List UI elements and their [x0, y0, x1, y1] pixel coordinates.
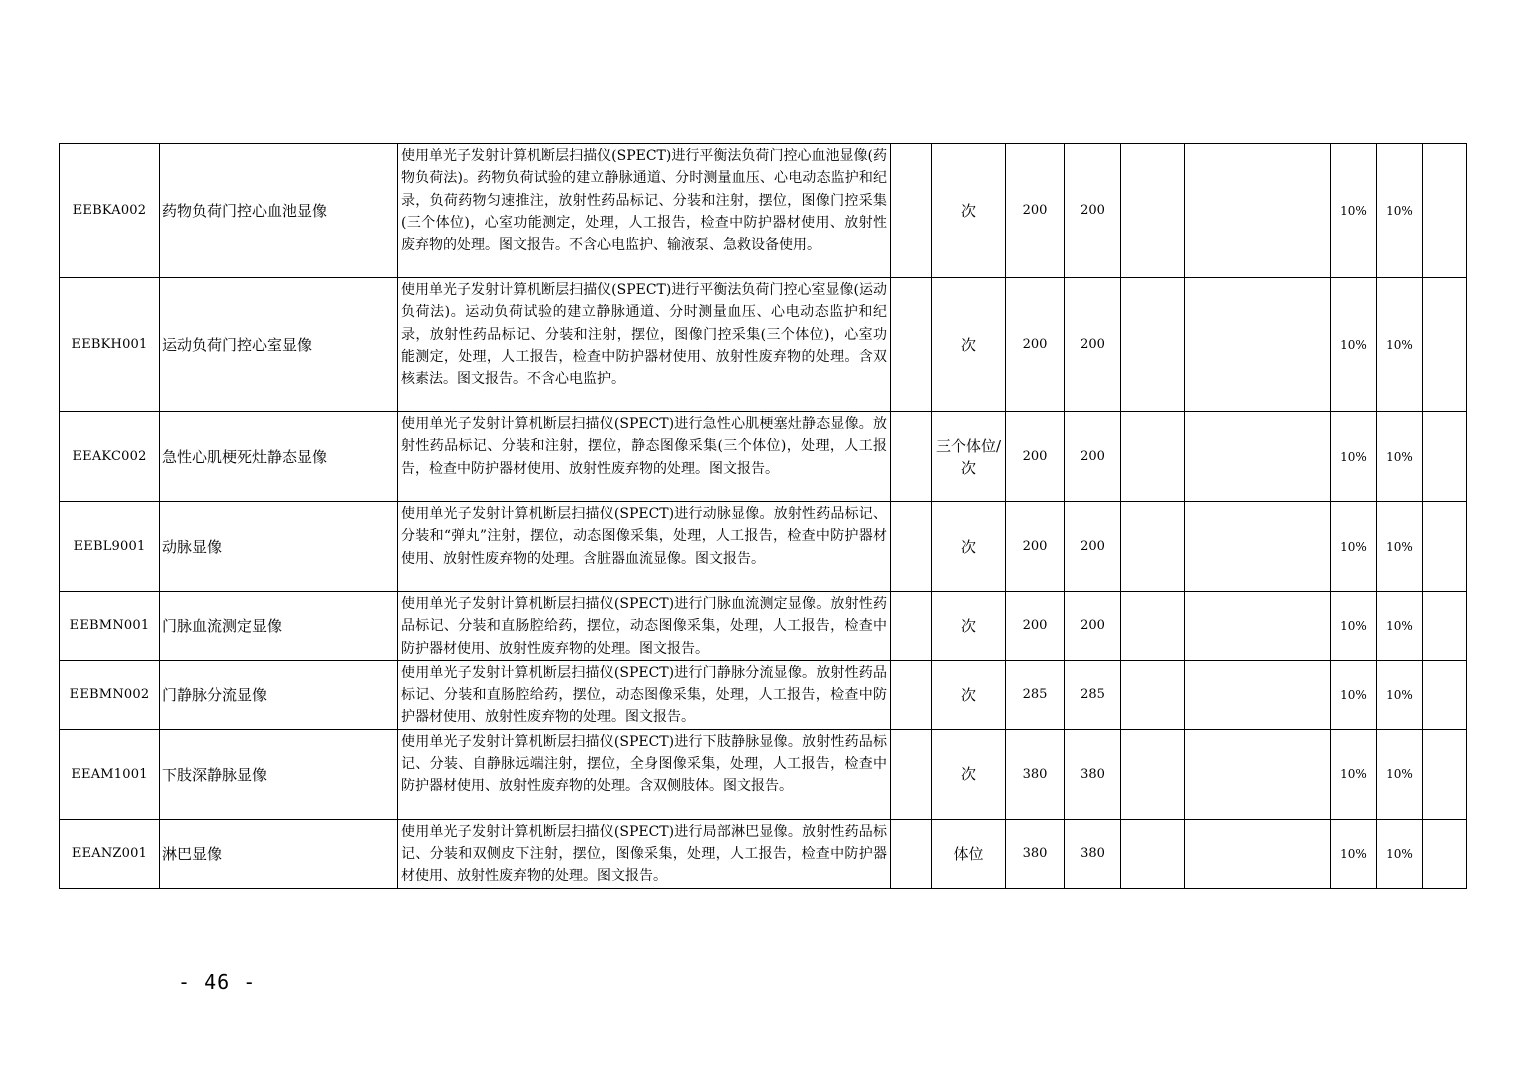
item-code-cell: EEBKH001	[60, 278, 160, 412]
price-b-cell: 200	[1065, 502, 1121, 592]
exclusions-cell	[891, 502, 932, 592]
col-i-cell	[1185, 729, 1331, 819]
unit-cell: 次	[932, 144, 1006, 278]
item-name-cell: 下肢深静脉显像	[160, 729, 398, 819]
note-cell	[1423, 502, 1467, 592]
item-name-cell: 动脉显像	[160, 502, 398, 592]
ratio-a-cell: 10%	[1331, 592, 1377, 661]
table-row	[60, 412, 1467, 502]
ratio-b-cell: 10%	[1377, 660, 1423, 729]
table-row	[60, 502, 1467, 592]
col-i-cell	[1185, 412, 1331, 502]
table-row	[60, 660, 1467, 729]
ratio-b-cell: 10%	[1377, 592, 1423, 661]
price-table	[59, 143, 1467, 889]
price-a-cell: 200	[1006, 144, 1065, 278]
col-h-cell	[1121, 729, 1185, 819]
item-name-cell: 门静脉分流显像	[160, 660, 398, 729]
col-h-cell	[1121, 412, 1185, 502]
table-row	[60, 729, 1467, 819]
ratio-b-cell: 10%	[1377, 278, 1423, 412]
price-a-cell: 200	[1006, 592, 1065, 661]
item-code-cell: EEBMN002	[60, 660, 160, 729]
exclusions-cell	[891, 144, 932, 278]
price-b-cell: 200	[1065, 412, 1121, 502]
col-h-cell	[1121, 144, 1185, 278]
ratio-b-cell: 10%	[1377, 502, 1423, 592]
note-cell	[1423, 144, 1467, 278]
item-code-cell: EEANZ001	[60, 819, 160, 888]
table-row	[60, 592, 1467, 661]
unit-cell: 次	[932, 278, 1006, 412]
price-a-cell: 285	[1006, 660, 1065, 729]
item-description-cell: 使用单光子发射计算机断层扫描仪(SPECT)进行下肢静脉显像。放射性药品标记、分装、自静脉远端注射，摆位，全身图像采集，处理，人工报告，检查中防护器材使用、放射性废弃物的处理。含双侧肢体。图文报告。	[398, 729, 891, 819]
ratio-b-cell: 10%	[1377, 819, 1423, 888]
unit-cell: 三个体位/次	[932, 412, 1006, 502]
price-b-cell: 380	[1065, 819, 1121, 888]
exclusions-cell	[891, 412, 932, 502]
item-code-cell: EEBL9001	[60, 502, 160, 592]
price-a-cell: 380	[1006, 729, 1065, 819]
ratio-a-cell: 10%	[1331, 660, 1377, 729]
item-description-cell: 使用单光子发射计算机断层扫描仪(SPECT)进行局部淋巴显像。放射性药品标记、分装和双侧皮下注射，摆位，图像采集，处理，人工报告，检查中防护器材使用、放射性废弃物的处理。图文报告。	[398, 819, 891, 888]
item-name-cell: 淋巴显像	[160, 819, 398, 888]
table-row	[60, 819, 1467, 888]
col-h-cell	[1121, 660, 1185, 729]
exclusions-cell	[891, 278, 932, 412]
col-i-cell	[1185, 502, 1331, 592]
col-h-cell	[1121, 819, 1185, 888]
item-code-cell: EEAM1001	[60, 729, 160, 819]
unit-cell: 次	[932, 660, 1006, 729]
note-cell	[1423, 819, 1467, 888]
col-i-cell	[1185, 660, 1331, 729]
item-code-cell: EEAKC002	[60, 412, 160, 502]
item-description-cell: 使用单光子发射计算机断层扫描仪(SPECT)进行动脉显像。放射性药品标记、分装和“弹丸”注射，摆位，动态图像采集，处理，人工报告，检查中防护器材使用、放射性废弃物的处理。含脏器血流显像。图文报告。	[398, 502, 891, 592]
price-b-cell: 380	[1065, 729, 1121, 819]
item-code-cell: EEBKA002	[60, 144, 160, 278]
col-h-cell	[1121, 502, 1185, 592]
item-description-cell: 使用单光子发射计算机断层扫描仪(SPECT)进行平衡法负荷门控心室显像(运动负荷法)。运动负荷试验的建立静脉通道、分时测量血压、心电动态监护和纪录，放射性药品标记、分装和注射，摆位，图像门控采集(三个体位)，心室功能测定，处理，人工报告，检查中防护器材使用、放射性废弃物的处理。含双核素法。图文报告。不含心电监护。	[398, 278, 891, 412]
item-name-cell: 门脉血流测定显像	[160, 592, 398, 661]
item-name-cell: 药物负荷门控心血池显像	[160, 144, 398, 278]
table-row	[60, 144, 1467, 278]
ratio-a-cell: 10%	[1331, 144, 1377, 278]
note-cell	[1423, 660, 1467, 729]
item-description-cell: 使用单光子发射计算机断层扫描仪(SPECT)进行平衡法负荷门控心血池显像(药物负荷法)。药物负荷试验的建立静脉通道、分时测量血压、心电动态监护和纪录，负荷药物匀速推注，放射性药品标记、分装和注射，摆位，图像门控采集(三个体位)，心室功能测定，处理，人工报告，检查中防护器材使用、放射性废弃物的处理。图文报告。不含心电监护、输液泵、急救设备使用。	[398, 144, 891, 278]
ratio-b-cell: 10%	[1377, 729, 1423, 819]
item-description-cell: 使用单光子发射计算机断层扫描仪(SPECT)进行急性心肌梗塞灶静态显像。放射性药品标记、分装和注射，摆位，静态图像采集(三个体位)，处理，人工报告，检查中防护器材使用、放射性废弃物的处理。图文报告。	[398, 412, 891, 502]
note-cell	[1423, 412, 1467, 502]
price-a-cell: 380	[1006, 819, 1065, 888]
ratio-b-cell: 10%	[1377, 412, 1423, 502]
exclusions-cell	[891, 729, 932, 819]
ratio-a-cell: 10%	[1331, 729, 1377, 819]
note-cell	[1423, 278, 1467, 412]
item-name-cell: 运动负荷门控心室显像	[160, 278, 398, 412]
col-i-cell	[1185, 592, 1331, 661]
col-h-cell	[1121, 278, 1185, 412]
page-number: - 46 -	[178, 970, 257, 994]
exclusions-cell	[891, 660, 932, 729]
unit-cell: 次	[932, 729, 1006, 819]
table-body	[60, 144, 1467, 889]
item-description-cell: 使用单光子发射计算机断层扫描仪(SPECT)进行门静脉分流显像。放射性药品标记、分装和直肠腔给药，摆位，动态图像采集，处理，人工报告，检查中防护器材使用、放射性废弃物的处理。图文报告。	[398, 660, 891, 729]
col-i-cell	[1185, 819, 1331, 888]
ratio-a-cell: 10%	[1331, 502, 1377, 592]
exclusions-cell	[891, 592, 932, 661]
item-name-cell: 急性心肌梗死灶静态显像	[160, 412, 398, 502]
col-i-cell	[1185, 278, 1331, 412]
ratio-a-cell: 10%	[1331, 278, 1377, 412]
unit-cell: 次	[932, 592, 1006, 661]
note-cell	[1423, 729, 1467, 819]
unit-cell: 体位	[932, 819, 1006, 888]
ratio-a-cell: 10%	[1331, 819, 1377, 888]
exclusions-cell	[891, 819, 932, 888]
col-h-cell	[1121, 592, 1185, 661]
item-code-cell: EEBMN001	[60, 592, 160, 661]
price-b-cell: 200	[1065, 278, 1121, 412]
unit-cell: 次	[932, 502, 1006, 592]
ratio-b-cell: 10%	[1377, 144, 1423, 278]
price-a-cell: 200	[1006, 278, 1065, 412]
price-a-cell: 200	[1006, 502, 1065, 592]
price-b-cell: 200	[1065, 144, 1121, 278]
price-a-cell: 200	[1006, 412, 1065, 502]
price-b-cell: 200	[1065, 592, 1121, 661]
note-cell	[1423, 592, 1467, 661]
item-description-cell: 使用单光子发射计算机断层扫描仪(SPECT)进行门脉血流测定显像。放射性药品标记、分装和直肠腔给药，摆位，动态图像采集，处理，人工报告，检查中防护器材使用、放射性废弃物的处理。图文报告。	[398, 592, 891, 661]
price-b-cell: 285	[1065, 660, 1121, 729]
col-i-cell	[1185, 144, 1331, 278]
table-row	[60, 278, 1467, 412]
ratio-a-cell: 10%	[1331, 412, 1377, 502]
